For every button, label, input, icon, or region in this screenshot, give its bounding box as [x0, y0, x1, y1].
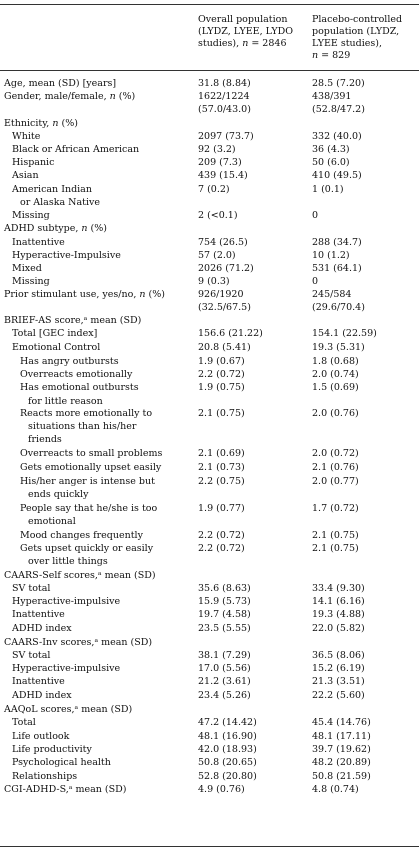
overall-value: 1.9 (0.75) [198, 382, 245, 393]
placebo-value: 0 [312, 210, 319, 221]
row-label: or Alaska Native [20, 197, 100, 208]
placebo-value: 19.3 (5.31) [312, 342, 365, 353]
overall-value: 21.2 (3.61) [198, 676, 251, 687]
header-line: n = 829 [312, 50, 351, 61]
row-label: Gets emotionally upset easily [20, 462, 162, 473]
header-line: Placebo-controlled [312, 14, 403, 25]
placebo-value: 21.3 (3.51) [312, 676, 365, 687]
row-label: SV total [12, 650, 51, 661]
row-label: Inattentive [12, 237, 65, 248]
row-label: Gets upset quickly or easily [20, 543, 154, 554]
row-label: CAARS-Self scores,ᵃ mean (SD) [4, 570, 156, 581]
overall-value: 1622/1224 [198, 91, 250, 102]
placebo-value: 2.1 (0.76) [312, 462, 359, 473]
placebo-value: 154.1 (22.59) [312, 328, 377, 339]
placebo-value: 50 (6.0) [312, 157, 350, 168]
row-label: Missing [12, 276, 50, 287]
placebo-value: 45.4 (14.76) [312, 717, 371, 728]
row-label: ADHD subtype, n (%) [4, 223, 107, 234]
row-label: Has angry outbursts [20, 356, 119, 367]
placebo-value: 2.1 (0.75) [312, 530, 359, 541]
row-label: Ethnicity, n (%) [4, 118, 78, 129]
table-bottom-rule [0, 846, 419, 847]
placebo-value: 50.8 (21.59) [312, 771, 371, 782]
overall-value: 209 (7.3) [198, 157, 242, 168]
row-label: Life outlook [12, 731, 70, 742]
overall-value: 31.8 (8.84) [198, 78, 251, 89]
row-label: ADHD index [12, 623, 72, 634]
placebo-value: 2.1 (0.75) [312, 543, 359, 554]
overall-value: 42.0 (18.93) [198, 744, 257, 755]
overall-value: 38.1 (7.29) [198, 650, 251, 661]
row-label: Mood changes frequently [20, 530, 143, 541]
overall-value: 2.1 (0.69) [198, 448, 245, 459]
column-header-overall [198, 14, 293, 50]
placebo-value: 15.2 (6.19) [312, 663, 365, 674]
table-top-rule [0, 4, 419, 5]
placebo-value: 332 (40.0) [312, 131, 362, 142]
row-label: Relationships [12, 771, 78, 782]
overall-value: 23.4 (5.26) [198, 690, 251, 701]
overall-value: (32.5/67.5) [198, 302, 251, 313]
row-label: Overreacts emotionally [20, 369, 133, 380]
overall-value: (57.0/43.0) [198, 104, 251, 115]
overall-value: 92 (3.2) [198, 144, 236, 155]
overall-value: 9 (0.3) [198, 276, 230, 287]
row-label: ADHD index [12, 690, 72, 701]
overall-value: 926/1920 [198, 289, 244, 300]
header-line: LYEE studies), [312, 38, 383, 49]
row-label: situations than his/her [28, 421, 137, 432]
overall-value: 50.8 (20.65) [198, 757, 257, 768]
placebo-value: 19.3 (4.88) [312, 609, 365, 620]
row-label: Emotional Control [12, 342, 101, 353]
header-bottom-rule [0, 70, 419, 71]
placebo-value: 48.1 (17.11) [312, 731, 371, 742]
row-label: Overreacts to small problems [20, 448, 163, 459]
placebo-value: 14.1 (6.16) [312, 596, 365, 607]
row-label: Prior stimulant use, yes/no, n (%) [4, 289, 165, 300]
overall-value: 2.2 (0.72) [198, 543, 245, 554]
overall-value: 2.2 (0.72) [198, 530, 245, 541]
placebo-value: 410 (49.5) [312, 170, 362, 181]
placebo-value: 438/391 [312, 91, 352, 102]
placebo-value: 1.8 (0.68) [312, 356, 359, 367]
placebo-value: 0 [312, 276, 319, 287]
overall-value: 2026 (71.2) [198, 263, 254, 274]
row-label: Black or African American [12, 144, 140, 155]
row-label: Total [GEC index] [12, 328, 98, 339]
row-label: CGI-ADHD-S,ᵃ mean (SD) [4, 784, 127, 795]
overall-value: 35.6 (8.63) [198, 583, 251, 594]
row-label: His/her anger is intense but [20, 476, 155, 487]
row-label: friends [28, 434, 62, 445]
placebo-value: (29.6/70.4) [312, 302, 365, 313]
overall-value: 2.2 (0.72) [198, 369, 245, 380]
row-label: American Indian [12, 184, 92, 195]
row-label: SV total [12, 583, 51, 594]
placebo-value: 288 (34.7) [312, 237, 362, 248]
placebo-value: 39.7 (19.62) [312, 744, 371, 755]
row-label: White [12, 131, 41, 142]
overall-value: 2097 (73.7) [198, 131, 254, 142]
row-label: Inattentive [12, 676, 65, 687]
row-label: emotional [28, 516, 76, 527]
placebo-value: 1.7 (0.72) [312, 503, 359, 514]
placebo-value: 531 (64.1) [312, 263, 362, 274]
overall-value: 52.8 (20.80) [198, 771, 257, 782]
row-label: AAQoL scores,ᵃ mean (SD) [4, 704, 133, 715]
row-label: Life productivity [12, 744, 92, 755]
placebo-value: 1 (0.1) [312, 184, 344, 195]
header-line: population (LYDZ, [312, 26, 400, 37]
overall-value: 7 (0.2) [198, 184, 230, 195]
row-label: Age, mean (SD) [years] [4, 78, 117, 89]
placebo-value: 22.2 (5.60) [312, 690, 365, 701]
row-label: Hyperactive-impulsive [12, 596, 121, 607]
overall-value: 439 (15.4) [198, 170, 248, 181]
placebo-value: 36.5 (8.06) [312, 650, 365, 661]
placebo-value: 10 (1.2) [312, 250, 350, 261]
overall-value: 15.9 (5.73) [198, 596, 251, 607]
row-label: Asian [12, 170, 39, 181]
row-label: Reacts more emotionally to [20, 408, 153, 419]
overall-value: 754 (26.5) [198, 237, 248, 248]
row-label: ends quickly [28, 489, 89, 500]
placebo-value: 2.0 (0.76) [312, 408, 359, 419]
placebo-value: (52.8/47.2) [312, 104, 365, 115]
overall-value: 19.7 (4.58) [198, 609, 251, 620]
row-label: Hyperactive-Impulsive [12, 250, 121, 261]
row-label: Total [12, 717, 36, 728]
placebo-value: 28.5 (7.20) [312, 78, 365, 89]
row-label: People say that he/she is too [20, 503, 158, 514]
row-label: Hyperactive-impulsive [12, 663, 121, 674]
header-line: Overall population [198, 14, 288, 25]
placebo-value: 2.0 (0.72) [312, 448, 359, 459]
row-label: for little reason [28, 396, 103, 407]
row-label: Inattentive [12, 609, 65, 620]
placebo-value: 4.8 (0.74) [312, 784, 359, 795]
overall-value: 2 (<0.1) [198, 210, 238, 221]
placebo-value: 1.5 (0.69) [312, 382, 359, 393]
overall-value: 156.6 (21.22) [198, 328, 263, 339]
placebo-value: 33.4 (9.30) [312, 583, 365, 594]
overall-value: 2.1 (0.73) [198, 462, 245, 473]
placebo-value: 2.0 (0.74) [312, 369, 359, 380]
row-label: Gender, male/female, n (%) [4, 91, 136, 102]
overall-value: 4.9 (0.76) [198, 784, 245, 795]
header-line: studies), n = 2846 [198, 38, 287, 49]
row-label: Hispanic [12, 157, 55, 168]
placebo-value: 22.0 (5.82) [312, 623, 365, 634]
placebo-value: 48.2 (20.89) [312, 757, 371, 768]
overall-value: 47.2 (14.42) [198, 717, 257, 728]
overall-value: 2.1 (0.75) [198, 408, 245, 419]
overall-value: 20.8 (5.41) [198, 342, 251, 353]
row-label: Psychological health [12, 757, 111, 768]
placebo-value: 36 (4.3) [312, 144, 350, 155]
overall-value: 48.1 (16.90) [198, 731, 257, 742]
overall-value: 1.9 (0.67) [198, 356, 245, 367]
overall-value: 57 (2.0) [198, 250, 236, 261]
row-label: Mixed [12, 263, 42, 274]
placebo-value: 245/584 [312, 289, 352, 300]
placebo-value: 2.0 (0.77) [312, 476, 359, 487]
header-line: (LYDZ, LYEE, LYDO [198, 26, 294, 37]
overall-value: 1.9 (0.77) [198, 503, 245, 514]
overall-value: 23.5 (5.55) [198, 623, 251, 634]
row-label: Missing [12, 210, 50, 221]
row-label: BRIEF-AS score,ᵃ mean (SD) [4, 315, 142, 326]
row-label: CAARS-Inv scores,ᵃ mean (SD) [4, 637, 153, 648]
row-label: over little things [28, 556, 108, 567]
overall-value: 2.2 (0.75) [198, 476, 245, 487]
overall-value: 17.0 (5.56) [198, 663, 251, 674]
column-header-placebo [312, 14, 402, 62]
row-label: Has emotional outbursts [20, 382, 139, 393]
